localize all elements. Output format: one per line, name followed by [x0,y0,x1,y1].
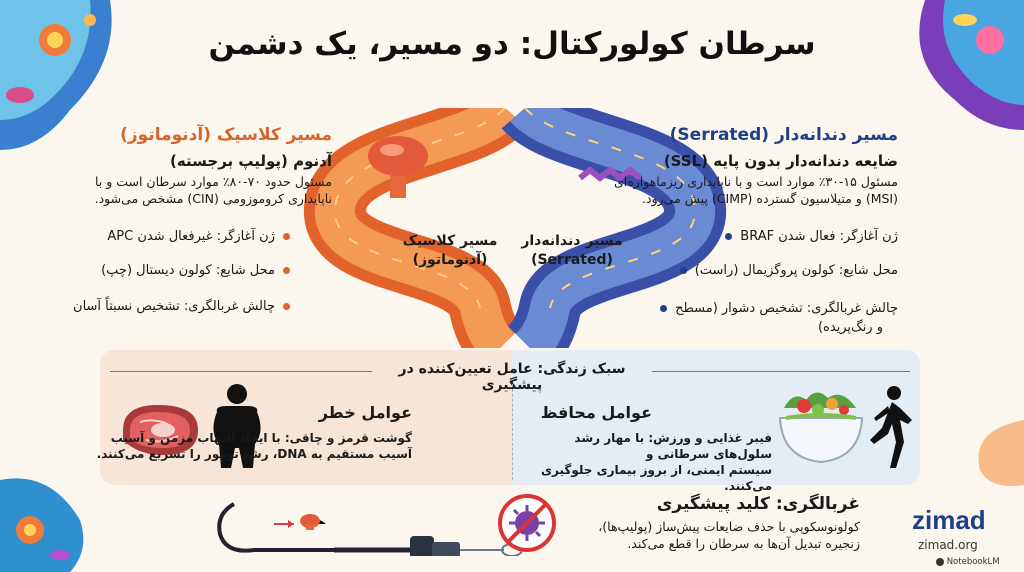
bullet-icon [680,267,687,274]
classical-bullet-2: محل شایع: کولون دیستال (چپ) [101,263,290,278]
runner-icon [862,384,914,470]
cell-decoration-top-left [0,0,120,160]
classical-heading: مسیر کلاسیک (آدنوماتوز) [120,125,332,145]
page-title: سرطان کولورکتال: دو مسیر، یک دشمن [208,26,816,62]
brand-url[interactable]: zimad.org [918,538,978,552]
bullet-icon [725,233,732,240]
screening-heading: غربالگری: کلید پیشگیری [656,494,860,514]
cell-decoration-top-right [905,0,1024,140]
classical-colon-label: مسیر کلاسیک (آدنوماتوز) [402,233,498,268]
notebooklm-watermark: NotebookLM [936,557,1000,567]
classical-bullet-1: ژن آغازگر: غیرفعال شدن APC [107,229,290,244]
salad-bowl-icon [776,386,866,468]
serrated-colon-label: مسیر دندانه‌دار (Serrated) [521,233,623,268]
notebooklm-icon [936,558,944,566]
screening-text: کولونوسکوپی با حذف ضایعات پیش‌ساز (پولیپ‌ها)، زنجیره تبدیل آن‌ها به سرطان را قطع می‌کند. [598,519,860,551]
lifestyle-title: سبک زندگی: عامل تعیین‌کننده در پیشگیری [398,361,626,393]
serrated-bullet-1: ژن آغازگر: فعال شدن BRAF [725,229,898,244]
classical-subheading: آدنوم (پولیپ برجسته) [170,152,332,170]
serrated-heading: مسیر دندانه‌دار (Serrated) [669,125,898,145]
bullet-icon [283,233,290,240]
protective-factors-heading: عوامل محافظ [540,403,652,422]
divider [652,371,910,372]
risk-factors-text: گوشت قرمز و چاقی: با ایجاد التهاب مزمن و آسیب آسیب مستقیم به DNA، رشد تومور را تسریع می‌کنند. [96,431,412,461]
brand-logo: zimad [912,505,986,535]
classical-bullet-3: چالش غربالگری: تشخیص نسبتاً آسان [73,299,290,314]
risk-factors-heading: عوامل خطر [318,403,412,422]
serrated-subheading: ضایعه دندانه‌دار بدون پایه (SSL) [663,152,898,170]
bullet-icon [283,303,290,310]
serrated-bullet-3: چالش غربالگری: تشخیص دشوار (مسطح و رنگ‌پریده) [660,299,898,337]
bullet-icon [660,305,667,312]
serrated-bullet-2: محل شایع: کولون پروگزیمال (راست) [680,263,898,278]
protective-factors-text: فیبر غذایی و ورزش: با مهار رشد سلول‌های سرطانی و سیستم ایمنی، از بروز بیماری جلوگیری می‌کنند. [541,431,772,493]
serrated-description: مسئول ۱۵-۳۰٪ موارد است و با ناپایداری ریزماهواره‌ای (MSI) و متیلاسیون گسترده (CIMP) پیش می‌رود. [613,174,898,206]
cell-decoration-bottom-left [0,460,90,572]
colonoscope-icon [214,494,534,556]
divider [110,371,372,372]
classical-description: مسئول حدود ۷۰-۸۰٪ موارد سرطان است و با ناپایداری کروموزومی (CIN) مشخص می‌شود. [94,174,332,206]
bullet-icon [283,267,290,274]
cell-decoration-bottom-right [950,420,1024,490]
